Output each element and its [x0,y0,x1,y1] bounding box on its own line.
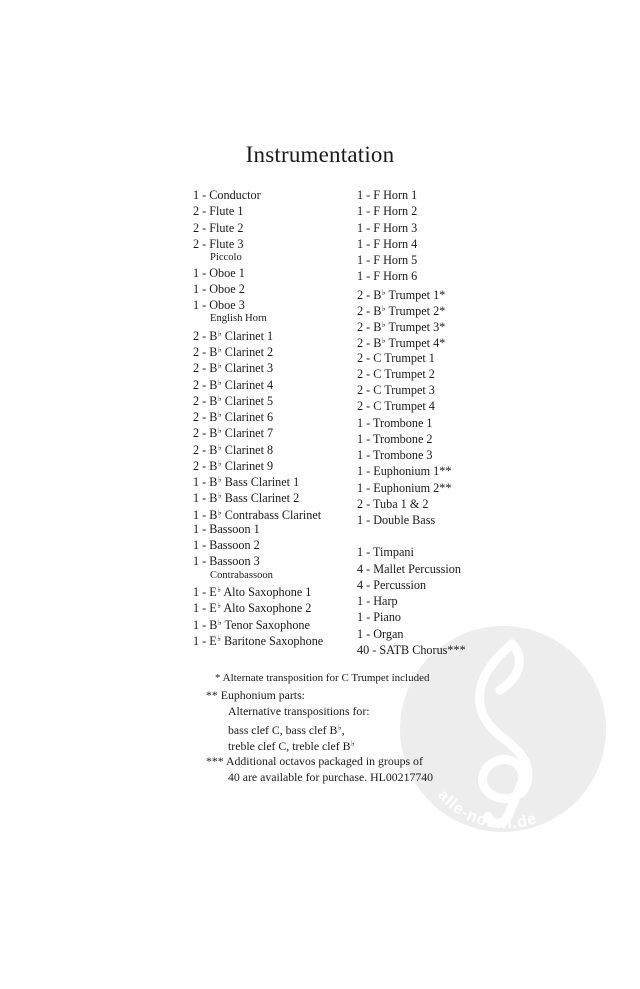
flat-sign: ♭ [381,303,386,313]
flat-sign: ♭ [217,328,222,338]
instrument-entry: 1 - Trombone 3 [357,448,433,462]
flat-sign: ♭ [351,739,355,748]
instrument-entry: 2 - B♭ Clarinet 3 [193,361,274,376]
instrument-entry: 2 - C Trumpet 4 [357,399,435,414]
flat-sign: ♭ [217,601,221,611]
instrument-entry: 1 - B♭ Bass Clarinet 1 [193,475,300,489]
footnotes [206,670,433,786]
instrument-entry: 1 - Oboe 1 [193,265,245,280]
flat-sign: ♭ [217,507,222,517]
page-title: Instrumentation [245,142,395,167]
flat-sign: ♭ [217,491,222,501]
footnote-line: bass clef C, bass clef B♭, [228,722,345,737]
instrument-entry: 2 - B♭ Clarinet 2 [193,345,274,359]
instrument-entry: 1 - F Horn 1 [357,188,418,202]
flat-sign: ♭ [217,377,222,387]
instrument-list-right [357,187,507,658]
flat-sign: ♭ [217,475,222,484]
instrument-entry: 4 - Mallet Percussion [357,561,461,576]
instrument-entry: 2 - C Trumpet 2 [357,366,435,381]
instrument-entry: 1 - Timpani [357,545,414,560]
flat-sign: ♭ [217,426,222,436]
instrument-entry: 1 - Piano [357,610,402,625]
instrument-entry: 1 - F Horn 5 [357,253,418,267]
instrument-entry: 2 - C Trumpet 3 [357,383,435,397]
instrument-entry: 2 - Flute 3 [193,236,244,251]
instrument-entry: 1 - Double Bass [357,513,436,527]
instrument-entry: 1 - Organ [357,626,404,641]
instrument-entry: 2 - C Trumpet 1 [357,350,435,365]
instrument-doubling: English Horn [210,313,267,325]
instrument-entry: 2 - B♭ Clarinet 8 [193,442,274,457]
instrument-entry: 1 - Oboe 2 [193,281,245,296]
instrument-entry: 2 - B♭ Trumpet 4* [357,336,446,351]
instrument-entry: 1 - F Horn 2 [357,204,418,219]
flat-sign: ♭ [337,722,342,732]
footnote-line: *** Additional octavos packaged in groups of [206,753,423,768]
instrument-entry: 2 - B♭ Clarinet 1 [193,328,274,343]
instrument-entry: 2 - Flute 2 [193,220,244,235]
instrument-entry: 1 - B♭ Tenor Saxophone [193,617,310,632]
footnote-line: 40 are available for purchase. HL00217740 [228,770,434,784]
flat-sign: ♭ [217,458,222,468]
instrument-entry: 1 - B♭ Bass Clarinet 2 [193,491,300,506]
instrument-entry: 2 - B♭ Clarinet 7 [193,426,274,441]
instrument-entry: 1 - F Horn 3 [357,220,418,235]
watermark-text: alle-noten.de [434,786,540,832]
flat-sign: ♭ [381,320,386,329]
instrument-entry: 2 - Flute 1 [193,204,244,219]
instrument-doubling: Piccolo [210,252,242,263]
instrument-entry: 40 - SATB Chorus*** [357,642,466,657]
footnote-line: ** Euphonium parts: [206,687,305,702]
instrument-entry: 4 - Percussion [357,577,427,592]
instrument-entry: 1 - Oboe 3 [193,298,245,312]
instrument-entry: 1 - Trombone 1 [357,415,433,430]
instrument-entry: 1 - Conductor [193,188,261,202]
instrument-entry: 1 - Bassoon 3 [193,554,260,569]
footnote-line: treble clef C, treble clef B♭ [228,739,355,753]
instrument-entry: 1 - F Horn 4 [357,236,418,251]
instrument-entry: 2 - B♭ Trumpet 3* [357,320,446,334]
instrument-entry: 2 - B♭ Clarinet 9 [193,458,274,473]
instrument-entry: 1 - E♭ Alto Saxophone 1 [193,585,312,599]
instrument-entry: 2 - B♭ Trumpet 1* [357,287,446,302]
footnote-line: Alternative transpositions for: [228,704,370,718]
instrument-entry: 1 - F Horn 6 [357,269,418,284]
flat-sign: ♭ [381,336,386,346]
instrument-list-left [193,187,353,647]
instrument-entry: 2 - B♭ Trumpet 2* [357,303,446,318]
flat-sign: ♭ [217,393,222,403]
instrument-entry: 2 - Tuba 1 & 2 [357,496,429,511]
flat-sign: ♭ [381,287,386,297]
instrument-entry: 2 - B♭ Clarinet 5 [193,393,274,408]
footnote-line: * Alternate transposition for C Trumpet included [215,672,430,684]
instrument-entry: 1 - B♭ Contrabass Clarinet [193,507,322,522]
flat-sign: ♭ [217,442,222,452]
flat-sign: ♭ [217,410,222,419]
instrument-entry: 1 - Euphonium 1** [357,464,452,479]
instrument-entry: 1 - Trombone 2 [357,431,433,446]
instrument-entry: 1 - Bassoon 1 [193,521,260,536]
instrument-entry: 2 - B♭ Clarinet 6 [193,410,274,424]
instrument-entry: 1 - E♭ Alto Saxophone 2 [193,601,312,616]
flat-sign: ♭ [217,633,221,643]
instrument-entry: 1 - Bassoon 2 [193,538,260,552]
instrument-entry: 2 - B♭ Clarinet 4 [193,377,274,392]
flat-sign: ♭ [217,345,222,354]
instrument-entry: 1 - E♭ Baritone Saxophone [193,633,324,648]
flat-sign: ♭ [217,585,221,594]
instrument-entry: 1 - Euphonium 2** [357,480,452,495]
instrument-doubling: Contrabassoon [210,569,273,581]
instrument-entry: 1 - Harp [357,594,398,608]
flat-sign: ♭ [217,617,222,627]
flat-sign: ♭ [217,361,222,371]
